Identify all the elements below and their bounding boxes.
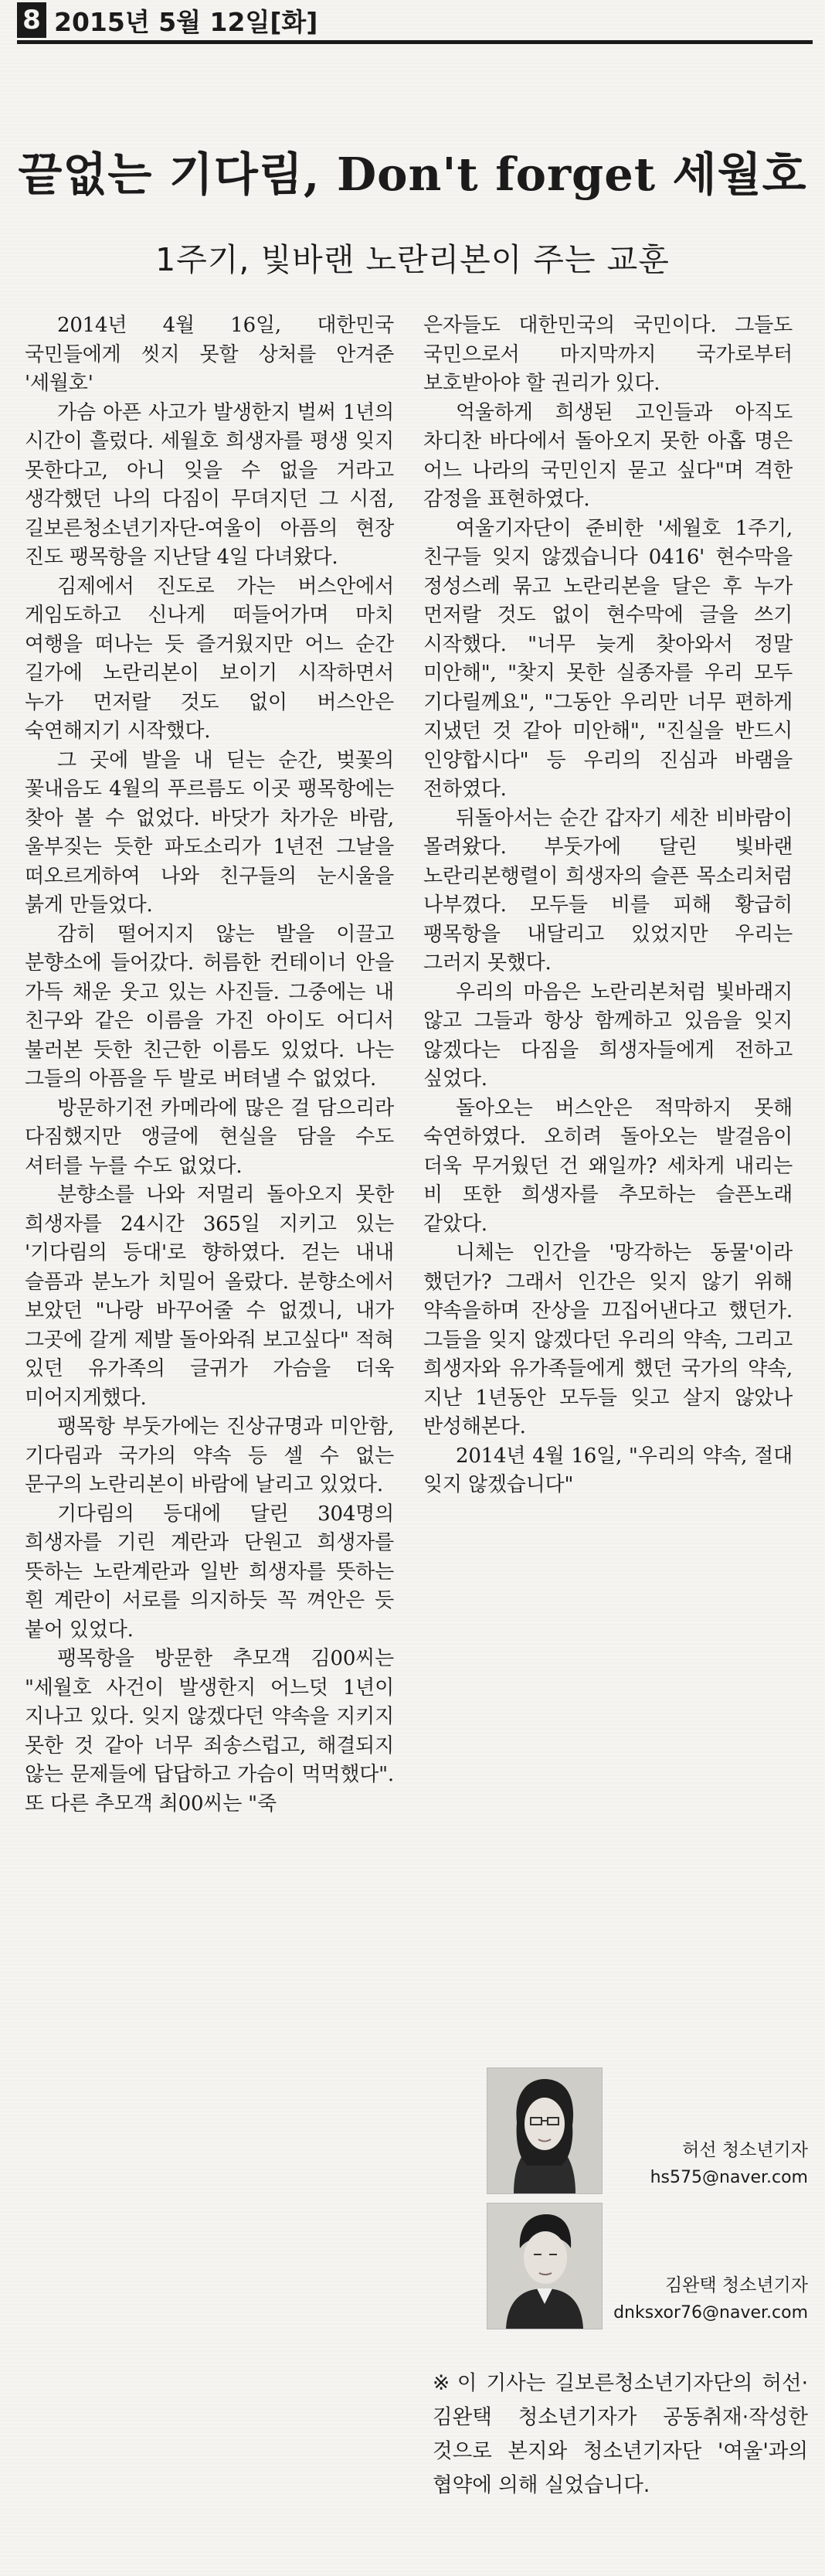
paragraph: 돌아오는 버스안은 적막하지 못해 숙연하였다. 오히려 돌아오는 발걸음이 더욱 무거웠던 건 왜일까? 세차게 내리는 비 또한 희생자를 추모하는 슬픈노래 같았다. (423, 1096, 793, 1236)
paragraph: 기다림의 등대에 달린 304명의 희생자를 기린 계란과 단원고 희생자를 뜻하는 노란계란과 일반 희생자를 뜻하는 흰 계란이 서로를 의지하듯 꼭 껴안은 듯 붙어 있었다. (25, 1502, 394, 1642)
paragraph: 2014년 4월 16일, "우리의 약속, 절대 잊지 않겠습니다" (423, 1444, 793, 1496)
page-number: 8 (17, 2, 46, 38)
paragraph: 김제에서 진도로 가는 버스안에서 게임도하고 신나게 떠들어가며 마치 여행을 떠나는 듯 즐거웠지만 어느 순간 길가에 노란리본이 보이기 시작하면서 누가 먼저랄 것도 없이 버스안은 숙연해지기 시작했다. (25, 574, 394, 743)
paragraph: 팽목항을 방문한 추모객 김00씨는 "세월호 사건이 발생한지 어느덧 1년이 지나고 있다. 잊지 않겠다던 약속을 지키지 못한 것 같아 너무 죄송스럽고, 해결되지 않는 문제들에 답답하고 가슴이 먹먹했다". 또 다른 추모객 최00씨는 "죽 (25, 1647, 394, 1815)
reporter-email: dnksxor76@naver.com (613, 2303, 808, 2322)
publication-date: 2015년 5월 12일[화] (54, 6, 318, 37)
footnote-text: 이 기사는 길보른청소년기자단의 허선·김완택 청소년기자가 공동취재·작성한 것으로 본지와 청소년기자단 '여울'과의 협약에 의해 실었습니다. (433, 2371, 808, 2497)
article-column-right (423, 311, 793, 1500)
paragraph: 그 곳에 발을 내 딛는 순간, 벚꽃의 꽃내음도 4월의 푸르름도 이곳 팽목항에는 찾아 볼 수 없었다. 바닷가 차가운 바람, 울부짖는 듯한 파도소리가 1년전 그날을 떠오르게하여 나와 친구들의 눈시울을 붉게 만들었다. (25, 748, 394, 917)
paragraph: 가슴 아픈 사고가 발생한지 벌써 1년의 시간이 흘렀다. 세월호 희생자를 평생 잊지 못한다고, 아니 잊을 수 없을 거라고 생각했던 나의 다짐이 무뎌지던 그 시점, 길보른청소년기자단-여울이 아픔의 현장 진도 팽목항을 지난달 4일 다녀왔다. (25, 400, 394, 569)
paragraph: 감히 떨어지지 않는 발을 이끌고 분향소에 들어갔다. 허름한 컨테이너 안을 가득 채운 웃고 있는 사진들. 그중에는 내 친구와 같은 이름을 가진 아이도 어디서 불러본 듯한 친근한 이름도 있었다. 나는 그들의 아픔을 두 발로 버텨낼 수 없었다. (25, 922, 394, 1091)
paragraph: 뒤돌아서는 순간 갑자기 세찬 비바람이 몰려왔다. 부둣가에 달린 빛바랜 노란리본행렬이 희생자의 슬픈 목소리처럼 나부꼈다. 모두들 비를 피해 황급히 팽목항을 내달리고 있었지만 우리는 그러지 못했다. (423, 806, 793, 975)
reporter-email: hs575@naver.com (650, 2168, 808, 2187)
note-mark: ※ (433, 2371, 453, 2395)
reporter-photo (487, 2203, 603, 2329)
reporter-name: 허선 청소년기자 (682, 2140, 808, 2160)
paragraph: 니체는 인간을 '망각하는 동물'이라 했던가? 그래서 인간은 잊지 않기 위해 약속을하며 잔상을 끄집어낸다고 했던가. 그들을 잊지 않겠다던 우리의 약속, 그리고 희생자와 유가족들에게 했던 국가의 약속, 지난 1년동안 모두들 잊고 살지 않았나 반성해본다. (423, 1241, 793, 1438)
page-header (17, 0, 813, 44)
article-column-left (25, 311, 394, 1819)
paragraph: 우리의 마음은 노란리본처럼 빛바래지 않고 그들과 항상 함께하고 있음을 잊지 않겠다는 다짐을 희생자들에게 전하고 싶었다. (423, 980, 793, 1091)
reporter-portrait-image (487, 2203, 602, 2329)
paragraph: 방문하기전 카메라에 많은 걸 담으리라 다짐했지만 앵글에 현실을 담을 수도 셔터를 누를 수도 없었다. (25, 1096, 394, 1178)
reporter-name: 김완택 청소년기자 (664, 2275, 808, 2295)
article-subheadline: 1주기, 빛바랜 노란리본이 주는 교훈 (155, 241, 670, 278)
reporter-photo (487, 2067, 603, 2194)
editorial-footnote (433, 2367, 808, 2503)
reporter-portrait-image (487, 2068, 602, 2193)
paragraph: 은자들도 대한민국의 국민이다. 그들도 국민으로서 마지막까지 국가로부터 보호받아야 할 권리가 있다. (423, 314, 793, 395)
paragraph: 여울기자단이 준비한 '세월호 1주기, 친구들 잊지 않겠습니다 0416' 현수막을 정성스레 묶고 노란리본을 달은 후 누가 먼저랄 것도 없이 현수막에 글을 쓰기 시작했다. "너무 늦게 찾아와서 정말 미안해", "찾지 못한 실종자를 우리 모두 기다릴께요", "그동안 우리만 너무 편하게 지냈던 것 같아 미안해", "진실을 반드시 인양합시다" 등 우리의 진심과 바램을 전하였다. (423, 516, 793, 801)
paragraph: 팽목항 부둣가에는 진상규명과 미안함, 기다림과 국가의 약속 등 셀 수 없는 문구의 노란리본이 바람에 날리고 있었다. (25, 1415, 394, 1496)
paragraph: 억울하게 희생된 고인들과 아직도 차디찬 바다에서 돌아오지 못한 아홉 명은 어느 나라의 국민인지 묻고 싶다"며 격한 감정을 표현하였다. (423, 400, 793, 511)
article-headline: 끝없는 기다림, Don't forget 세월호 (18, 148, 807, 201)
reporter-byline (487, 2203, 811, 2328)
paragraph: 2014년 4월 16일, 대한민국 국민들에게 씻지 못할 상처를 안겨준 '세월호' (25, 314, 394, 395)
paragraph: 분향소를 나와 저멀리 돌아오지 못한 희생자를 24시간 365일 지키고 있는 '기다림의 등대'로 향하였다. 걷는 내내 슬픔과 분노가 치밀어 올랐다. 분향소에서 보았던 "나랑 바꾸어줄 수 없겠니, 내가 그곳에 갈게 제발 돌아와줘 보고싶다" 적혀 있던 유가족의 글귀가 가슴을 더욱 미어지게했다. (25, 1183, 394, 1410)
reporter-byline (487, 2067, 811, 2193)
